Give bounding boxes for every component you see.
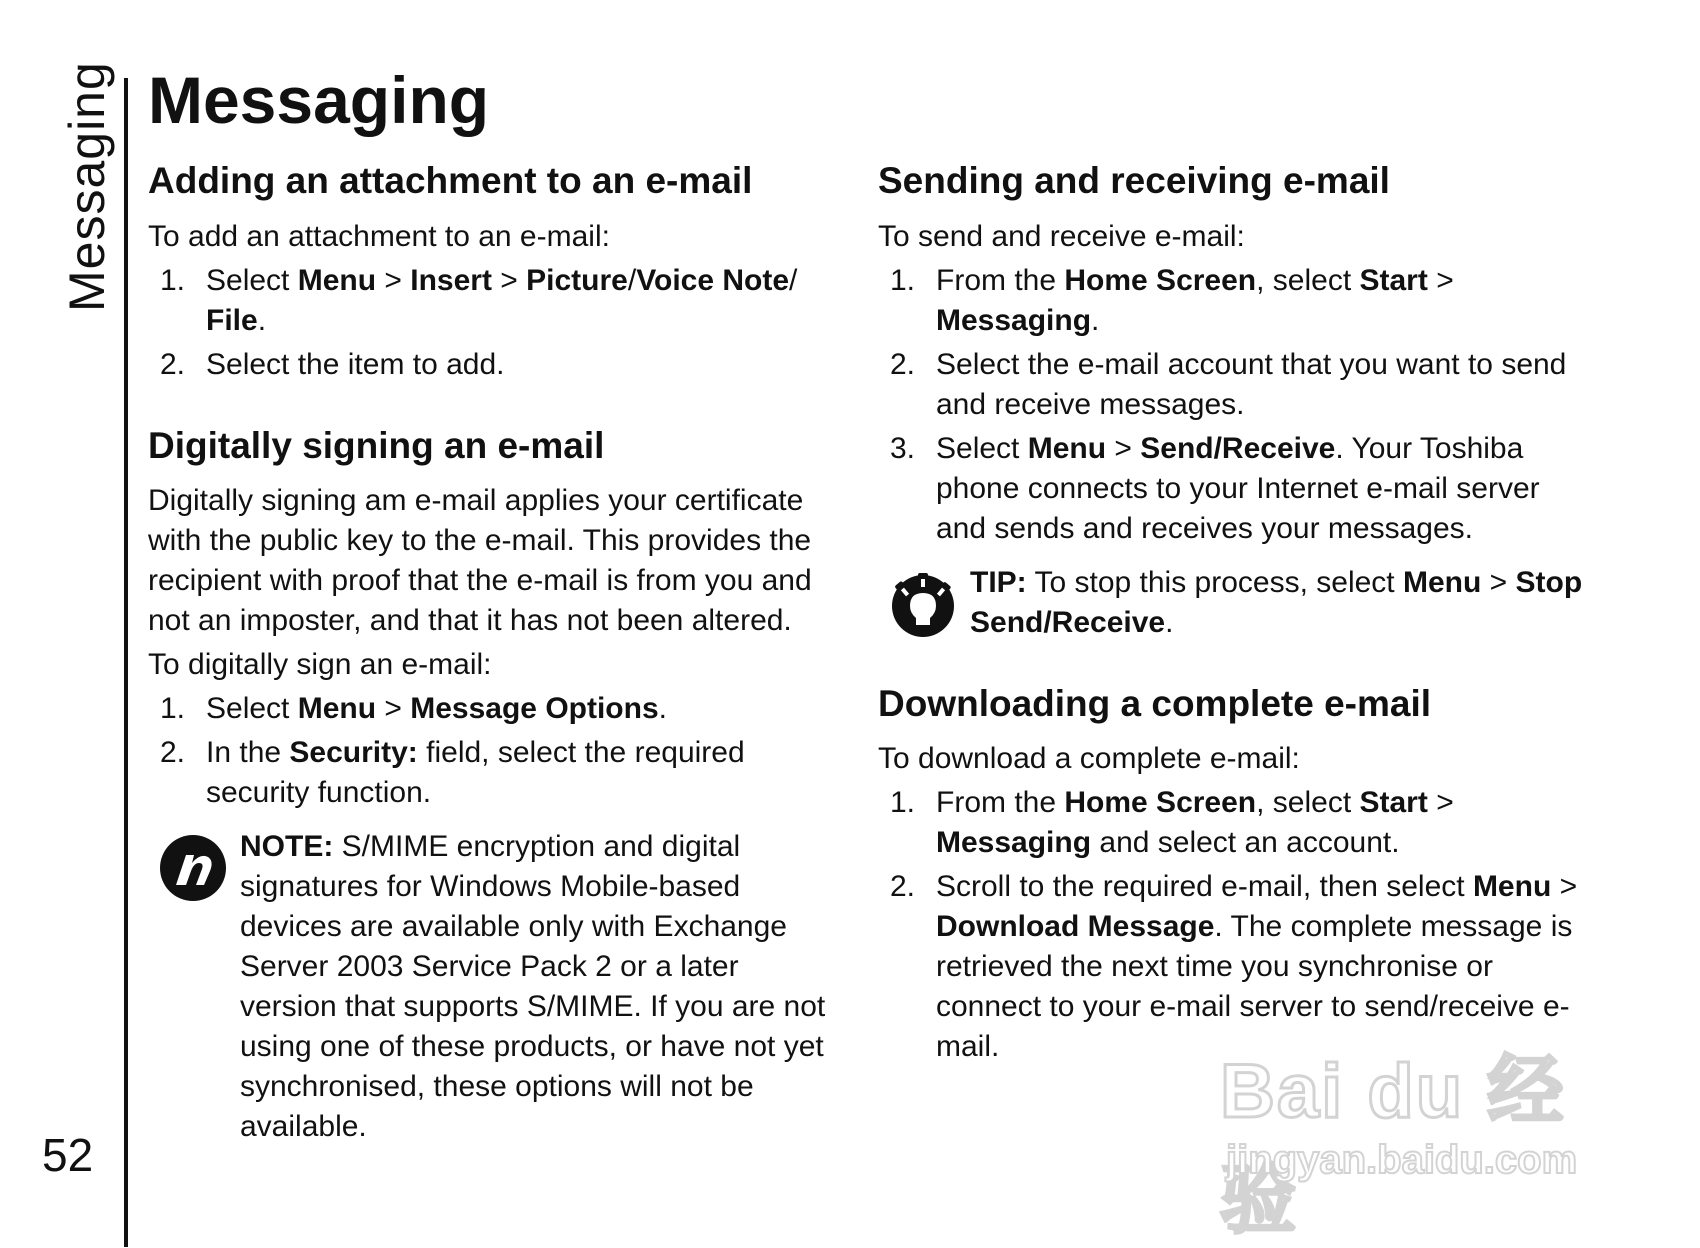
heading-signing: Digitally signing an e-mail (148, 424, 605, 466)
step-text: . (257, 303, 267, 337)
step-text: From the (936, 263, 1065, 297)
section-send-receive (878, 160, 1583, 643)
note-body: S/MIME encryption and digital signatures for Windows Mobile-based devices are available only with Exchange Server 2003 Service Pack 2 or a later version that supports S/MIME. If you are not using one of these products, or have not yet synchronised, these options will not be available. (240, 830, 826, 1144)
tip-body: To stop this process, select (1026, 565, 1403, 599)
step-number: 2. (890, 347, 916, 381)
step-text: / (627, 263, 637, 297)
step-number: 2. (160, 736, 186, 770)
note-icon (158, 833, 228, 903)
step-number: 1. (160, 692, 186, 726)
menu-term: Voice Note (636, 263, 790, 297)
intro-download: To download a complete e-mail: (878, 742, 1300, 776)
menu-term: Messaging (936, 826, 1092, 860)
vertical-rule (124, 78, 128, 1247)
menu-term: Stop Send/Receive (970, 565, 1583, 639)
menu-term: Home Screen (1064, 786, 1257, 820)
step-text: > (1427, 263, 1454, 297)
menu-term: Message Options (410, 692, 659, 726)
menu-term: Start (1359, 786, 1428, 820)
list-item (148, 689, 843, 729)
side-tab-label: Messaging (59, 61, 115, 312)
step-text: In the (206, 736, 290, 770)
step-text: field, select the required security function. (206, 736, 745, 810)
right-column (878, 160, 1583, 1107)
step-text: Scroll to the required e-mail, then select (936, 870, 1473, 904)
step-number: 1. (890, 786, 916, 820)
step-text: > (376, 263, 411, 297)
steps-send-receive (878, 261, 1583, 549)
baidu-watermark (1220, 1030, 1620, 1243)
step-text: Select (206, 263, 298, 297)
step-number: 3. (890, 431, 916, 465)
list-item (148, 261, 843, 341)
menu-term: Picture (526, 263, 628, 297)
lightbulb-icon (888, 569, 958, 639)
list-item (878, 429, 1583, 549)
step-text: > (1551, 870, 1578, 904)
menu-term: Menu (1402, 565, 1482, 599)
step-number: 1. (160, 263, 186, 297)
note-callout (148, 827, 843, 1147)
step-text: > (1106, 431, 1141, 465)
menu-term: Insert (410, 263, 492, 297)
steps-attachment (148, 261, 843, 385)
step-text: and select an account. (1091, 826, 1400, 860)
steps-signing (148, 689, 843, 813)
tip-text (970, 563, 1583, 643)
step-text: From the (936, 786, 1065, 820)
intro-attachment: To add an attachment to an e-mail: (148, 219, 610, 253)
menu-term: Menu (1472, 870, 1552, 904)
step-text: Select the e-mail account that you want to send and receive messages. (936, 347, 1567, 421)
intro-signing: To digitally sign an e-mail: (148, 648, 492, 682)
step-number: 2. (160, 347, 186, 381)
step-number: 2. (890, 870, 916, 904)
menu-term: Menu (1027, 431, 1107, 465)
menu-term: Home Screen (1064, 263, 1257, 297)
step-text: / (789, 263, 798, 297)
menu-term: Menu (297, 692, 377, 726)
steps-download (878, 783, 1583, 1067)
heading-attachment: Adding an attachment to an e-mail (148, 160, 753, 201)
section-download (878, 683, 1583, 1068)
left-column (148, 160, 843, 1187)
note-text (240, 827, 843, 1147)
menu-term: Start (1359, 263, 1428, 297)
list-item (878, 261, 1583, 341)
tip-body: > (1481, 565, 1516, 599)
tip-body: . (1165, 605, 1174, 639)
step-text: , select (1256, 786, 1360, 820)
list-item (878, 345, 1583, 425)
step-text: . Your Toshiba phone connects to your Internet e-mail server and sends and receives your messages. (936, 431, 1540, 545)
note-label: NOTE: (240, 830, 334, 864)
step-text: Select (936, 431, 1028, 465)
list-item (148, 733, 843, 813)
step-text: Select the item to add. (206, 347, 505, 381)
step-text: . The complete message is retrieved the next time you synchronise or connect to your e-mail server to send/receive e-mail. (936, 910, 1573, 1064)
menu-term: Menu (297, 263, 377, 297)
menu-term: Send/Receive (1140, 431, 1336, 465)
list-item (878, 783, 1583, 863)
list-item (148, 345, 843, 385)
paragraph-signing: Digitally signing am e-mail applies your certificate with the public key to the e-mail. This provides the recipient with proof that the e-mail is from you and not an imposter, and that it has not been altered. (148, 484, 812, 638)
step-text: , select (1256, 263, 1360, 297)
menu-term: Download Message (936, 910, 1215, 944)
field-term: Security: (289, 736, 418, 770)
heading-download: Downloading a complete e-mail (878, 682, 1432, 724)
step-text: > (376, 692, 411, 726)
step-text: > (491, 263, 527, 297)
step-text: > (1427, 786, 1454, 820)
watermark-url: jingyan.baidu.com (1226, 1138, 1578, 1182)
intro-send-receive: To send and receive e-mail: (878, 219, 1245, 253)
step-text: . (1091, 303, 1100, 337)
tip-callout (878, 563, 1583, 643)
page-title: Messaging (148, 63, 490, 137)
menu-term: Messaging (936, 303, 1092, 337)
section-signing (148, 425, 843, 1148)
page-number: 52 (42, 1129, 94, 1181)
step-text: . (658, 692, 667, 726)
step-number: 1. (890, 263, 916, 297)
watermark-logo-text: Bai du 经验 (1220, 1049, 1566, 1243)
section-attachment (148, 160, 843, 385)
menu-term: File (206, 303, 258, 337)
tip-label: TIP: (970, 565, 1027, 599)
heading-send-receive: Sending and receiving e-mail (878, 160, 1390, 201)
step-text: Select (206, 692, 298, 726)
